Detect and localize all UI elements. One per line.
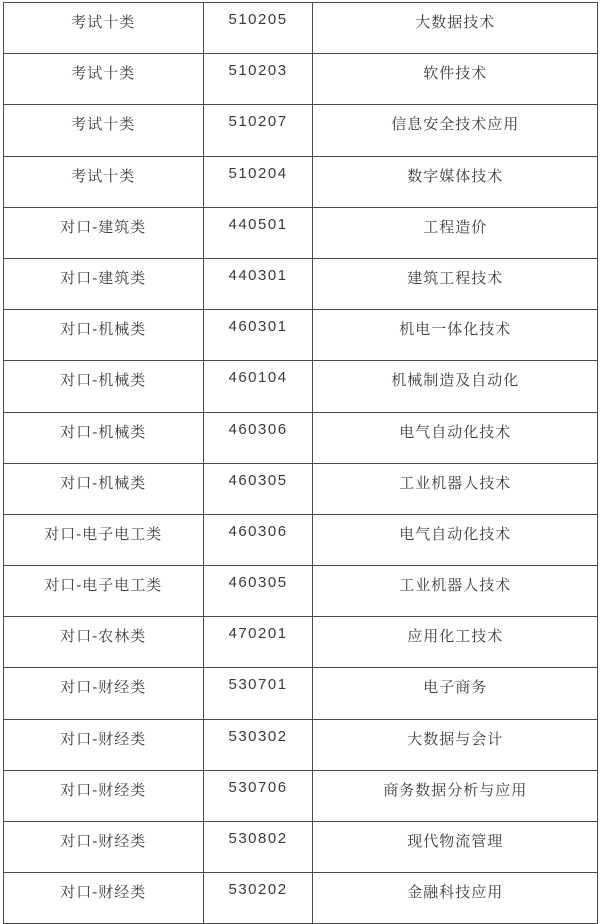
- cell-major: 大数据技术: [313, 3, 598, 54]
- table-row: [4, 310, 598, 361]
- table-row: [4, 361, 598, 412]
- cell-major: 工程造价: [313, 207, 598, 258]
- cell-category: 对口-财经类: [4, 822, 204, 873]
- table-row: [4, 258, 598, 309]
- cell-major: 现代物流管理: [313, 822, 598, 873]
- cell-category: 对口-电子电工类: [4, 566, 204, 617]
- cell-code: 470201: [203, 617, 313, 668]
- cell-major: 机电一体化技术: [313, 310, 598, 361]
- cell-code: 510205: [203, 3, 313, 54]
- cell-major: 金融科技应用: [313, 873, 598, 924]
- table-row: [4, 822, 598, 873]
- cell-code: 510203: [203, 54, 313, 105]
- cell-major: 建筑工程技术: [313, 258, 598, 309]
- table-row: [4, 207, 598, 258]
- cell-category: 对口-财经类: [4, 873, 204, 924]
- cell-major: 大数据与会计: [313, 719, 598, 770]
- cell-category: 对口-农林类: [4, 617, 204, 668]
- cell-code: 530802: [203, 822, 313, 873]
- cell-category: 对口-机械类: [4, 463, 204, 514]
- cell-category: 考试十类: [4, 105, 204, 156]
- cell-category: 对口-财经类: [4, 719, 204, 770]
- majors-table-body: [4, 3, 598, 924]
- table-row: [4, 54, 598, 105]
- cell-category: 考试十类: [4, 3, 204, 54]
- cell-category: 考试十类: [4, 54, 204, 105]
- cell-category: 对口-机械类: [4, 412, 204, 463]
- table-row: [4, 770, 598, 821]
- cell-category: 考试十类: [4, 156, 204, 207]
- cell-code: 460306: [203, 514, 313, 565]
- cell-code: 460306: [203, 412, 313, 463]
- cell-code: 510204: [203, 156, 313, 207]
- cell-category: 对口-机械类: [4, 310, 204, 361]
- cell-code: 440301: [203, 258, 313, 309]
- cell-code: 460305: [203, 463, 313, 514]
- table-row: [4, 668, 598, 719]
- cell-major: 软件技术: [313, 54, 598, 105]
- cell-code: 530706: [203, 770, 313, 821]
- cell-category: 对口-电子电工类: [4, 514, 204, 565]
- cell-major: 电气自动化技术: [313, 412, 598, 463]
- table-row: [4, 412, 598, 463]
- table-row: [4, 156, 598, 207]
- table-row: [4, 3, 598, 54]
- cell-code: 460305: [203, 566, 313, 617]
- cell-category: 对口-机械类: [4, 361, 204, 412]
- cell-category: 对口-建筑类: [4, 207, 204, 258]
- table-row: [4, 873, 598, 924]
- cell-code: 460301: [203, 310, 313, 361]
- cell-category: 对口-财经类: [4, 770, 204, 821]
- cell-major: 应用化工技术: [313, 617, 598, 668]
- cell-major: 电气自动化技术: [313, 514, 598, 565]
- cell-code: 460104: [203, 361, 313, 412]
- table-row: [4, 719, 598, 770]
- table-row: [4, 514, 598, 565]
- cell-category: 对口-财经类: [4, 668, 204, 719]
- cell-major: 信息安全技术应用: [313, 105, 598, 156]
- cell-major: 电子商务: [313, 668, 598, 719]
- table-row: [4, 105, 598, 156]
- cell-category: 对口-建筑类: [4, 258, 204, 309]
- cell-major: 机械制造及自动化: [313, 361, 598, 412]
- cell-code: 530302: [203, 719, 313, 770]
- table-row: [4, 463, 598, 514]
- table-row: [4, 566, 598, 617]
- cell-major: 商务数据分析与应用: [313, 770, 598, 821]
- cell-code: 530701: [203, 668, 313, 719]
- cell-code: 440501: [203, 207, 313, 258]
- cell-major: 数字媒体技术: [313, 156, 598, 207]
- cell-major: 工业机器人技术: [313, 463, 598, 514]
- majors-table: [3, 2, 598, 924]
- table-row: [4, 617, 598, 668]
- cell-major: 工业机器人技术: [313, 566, 598, 617]
- cell-code: 530202: [203, 873, 313, 924]
- cell-code: 510207: [203, 105, 313, 156]
